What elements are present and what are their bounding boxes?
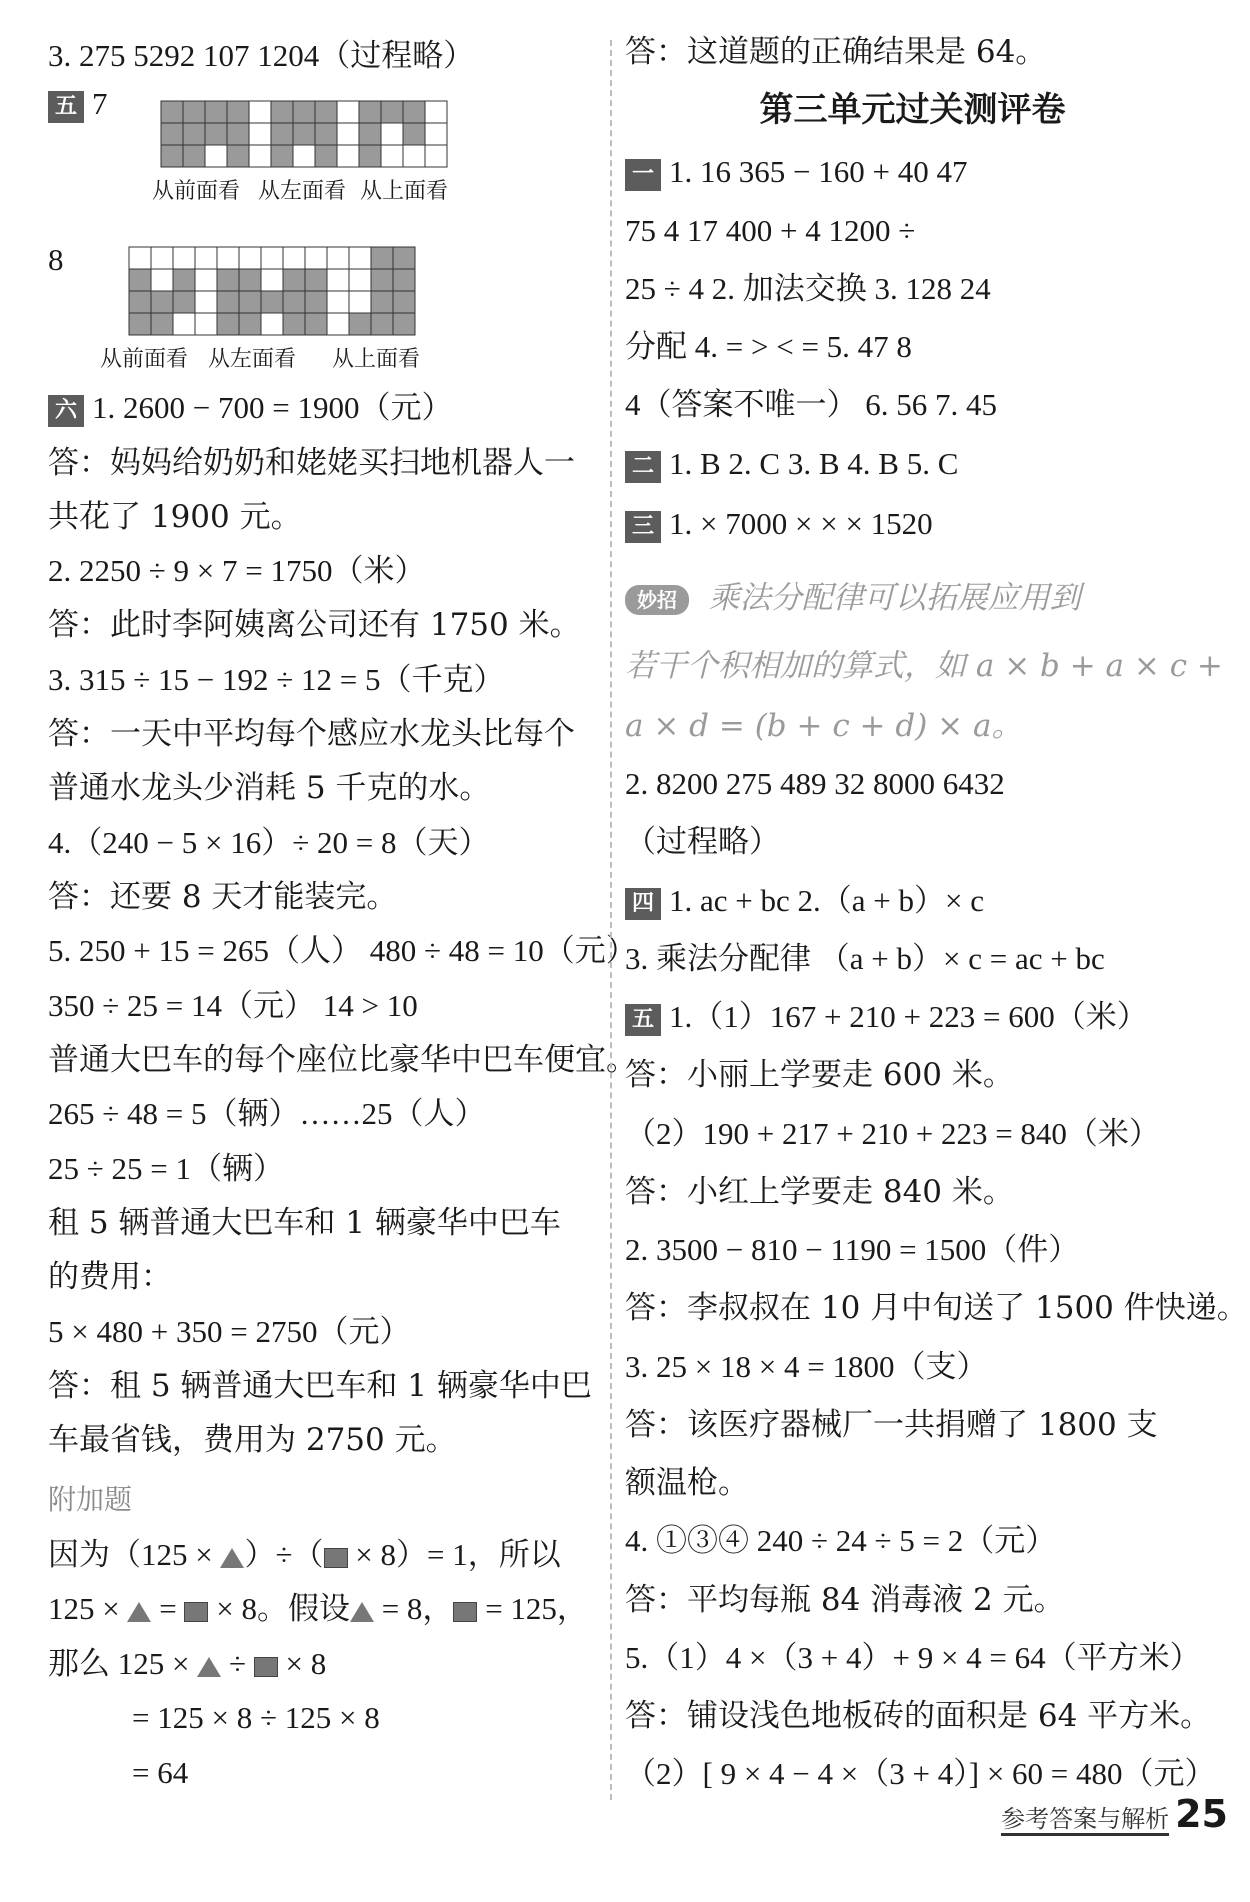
answer-line: 4.（240 − 5 × 16）÷ 20 = 8（天）	[48, 825, 490, 860]
grid-cell	[271, 101, 293, 123]
grid-cell	[393, 313, 415, 335]
grid-cell	[293, 145, 315, 167]
grid-cell	[337, 145, 359, 167]
grid-caption: 从左面看	[258, 179, 347, 204]
answer-line: 25 ÷ 25 = 1（辆）	[48, 1151, 284, 1186]
answer-line: 答：一天中平均每个感应水龙头比每个	[48, 716, 575, 752]
column-divider	[610, 40, 612, 1800]
grid-cell	[305, 313, 327, 335]
page-footer	[1001, 1792, 1228, 1836]
answer-line: 4（答案不唯一） 6. 56 7. 45	[625, 387, 997, 422]
grid-cell	[195, 313, 217, 335]
answer-line: 答：小丽上学要走 600 米。	[625, 1057, 1014, 1093]
grid-cell	[261, 247, 283, 269]
grid-cell	[173, 313, 195, 335]
grid-cell	[393, 269, 415, 291]
grid-cell	[371, 269, 393, 291]
answer-line: = 125 × 8 ÷ 125 × 8	[132, 1700, 380, 1735]
grid-cell	[183, 145, 205, 167]
tip-line: 妙招 乘法分配律可以拓展应用到	[625, 578, 1081, 618]
grid-cell	[129, 247, 151, 269]
grid-cell	[271, 123, 293, 145]
grid-cell	[371, 247, 393, 269]
answer-line: 答：该医疗器械厂一共捐赠了 1800 支	[625, 1407, 1158, 1443]
answer-line: 350 ÷ 25 = 14（元） 14 > 10	[48, 988, 418, 1023]
section-badge: 四	[625, 888, 661, 920]
grid-cell	[403, 101, 425, 123]
answer-line: 答：还要 8 天才能装完。	[48, 879, 398, 915]
grid-cell	[217, 291, 239, 313]
grid-cell	[239, 291, 261, 313]
grid-cell	[327, 313, 349, 335]
answer-line: 3. 315 ÷ 15 − 192 ÷ 12 = 5（千克）	[48, 662, 505, 697]
grid-cell	[393, 247, 415, 269]
answer-line: 四 1. ac + bc 2.（a + b）× c	[625, 881, 984, 921]
grid-cell	[305, 291, 327, 313]
grid-cell	[371, 291, 393, 313]
grid-cell	[249, 123, 271, 145]
grid-cell	[381, 145, 403, 167]
answer-line: 答：铺设浅色地板砖的面积是 64 平方米。	[625, 1698, 1212, 1734]
grid-cell	[315, 123, 337, 145]
grid-cell	[305, 247, 327, 269]
grid-cell	[129, 291, 151, 313]
footer-label: 参考答案与解析	[1001, 1805, 1169, 1836]
grid-cell	[261, 269, 283, 291]
answer-line: 5 × 480 + 350 = 2750（元）	[48, 1314, 411, 1349]
answer-line: 五 1.（1）167 + 210 + 223 = 600（米）	[625, 997, 1148, 1037]
answer-line: 答：这道题的正确结果是 64。	[625, 34, 1047, 70]
grid-cell	[261, 313, 283, 335]
triangle-icon	[220, 1548, 244, 1568]
grid-cell	[129, 313, 151, 335]
problem-number: 8	[48, 242, 64, 277]
answer-line: 5.（1）4 ×（3 + 4）+ 9 × 4 = 64（平方米）	[625, 1640, 1201, 1675]
grid-cell	[381, 101, 403, 123]
answer-line: 一 1. 16 365 − 160 + 40 47	[625, 152, 967, 192]
answer-line: 25 ÷ 4 2. 加法交换 3. 128 24	[625, 271, 991, 306]
grid-cell	[173, 291, 195, 313]
section-badge: 一	[625, 159, 661, 191]
grid-cell	[371, 313, 393, 335]
grid-cell	[315, 101, 337, 123]
grid-cell	[205, 145, 227, 167]
grid-cell	[337, 123, 359, 145]
answer-line: 5. 250 + 15 = 265（人） 480 ÷ 48 = 10（元）	[48, 933, 637, 968]
square-icon	[254, 1657, 278, 1677]
grid-caption: 从上面看	[332, 347, 421, 372]
grid-cell	[227, 101, 249, 123]
grid-cell	[293, 123, 315, 145]
grid-cell	[327, 247, 349, 269]
grid-cell	[327, 269, 349, 291]
grid-cell	[217, 313, 239, 335]
grid-cell	[205, 123, 227, 145]
answer-line: 租 5 辆普通大巴车和 1 辆豪华中巴车	[48, 1205, 561, 1241]
answer-line: 二 1. B 2. C 3. B 4. B 5. C	[625, 444, 958, 484]
grid-cell	[195, 247, 217, 269]
grid-cell	[151, 291, 173, 313]
answer-line: （过程略）	[625, 824, 780, 860]
grid-caption: 从左面看	[208, 347, 297, 372]
answer-line: 3. 25 × 18 × 4 = 1800（支）	[625, 1349, 988, 1384]
grid-cell	[349, 247, 371, 269]
answer-line: 2. 3500 − 810 − 1190 = 1500（件）	[625, 1232, 1080, 1267]
grid-cell	[151, 247, 173, 269]
grid-cell	[271, 145, 293, 167]
grid-cell	[359, 101, 381, 123]
grid-cell	[349, 291, 371, 313]
answer-line: 答：李叔叔在 10 月中旬送了 1500 件快递。	[625, 1290, 1248, 1326]
answer-line: （2）[ 9 × 4 − 4 ×（3 + 4）] × 60 = 480（元）	[625, 1756, 1216, 1791]
answer-line: 额温枪。	[625, 1465, 749, 1501]
grid-cell	[315, 145, 337, 167]
grid-cell	[205, 101, 227, 123]
answer-line: 125 × = × 8。假设 = 8， = 125，	[48, 1591, 588, 1626]
answer-line: 车最省钱，费用为 2750 元。	[48, 1422, 457, 1458]
grid-cell	[283, 269, 305, 291]
grid-cell	[227, 145, 249, 167]
tip-badge: 妙招	[625, 585, 689, 615]
answer-line: 答：租 5 辆普通大巴车和 1 辆豪华中巴	[48, 1368, 592, 1404]
square-icon	[184, 1602, 208, 1622]
grid-cell	[403, 145, 425, 167]
grid-cell	[359, 123, 381, 145]
square-icon	[324, 1548, 348, 1568]
grid-cell	[293, 101, 315, 123]
section-badge: 三	[625, 511, 661, 543]
grid-cell	[349, 269, 371, 291]
grid-cell	[173, 269, 195, 291]
grid-cell	[129, 269, 151, 291]
tip-line: a × d = (b + c + d) × a。	[625, 708, 1023, 744]
answer-line: 2. 8200 275 489 32 8000 6432	[625, 766, 1005, 801]
grid-cell	[261, 291, 283, 313]
grid-cell	[349, 313, 371, 335]
triangle-icon	[350, 1602, 374, 1622]
answer-line: 分配 4. = > < = 5. 47 8	[625, 329, 912, 364]
view-grid-1	[160, 100, 460, 172]
tip-line: 若干个积相加的算式，如 a × b + a × c +	[625, 648, 1223, 684]
grid-caption: 从前面看	[100, 347, 189, 372]
grid-cell	[183, 123, 205, 145]
grid-cell	[381, 123, 403, 145]
grid-cell	[249, 101, 271, 123]
grid-cell	[305, 269, 327, 291]
answer-line: 答：小红上学要走 840 米。	[625, 1174, 1014, 1210]
square-icon	[453, 1602, 477, 1622]
grid-cell	[283, 247, 305, 269]
grid-cell	[173, 247, 195, 269]
grid-cell	[151, 269, 173, 291]
triangle-icon	[127, 1602, 151, 1622]
grid-cell	[161, 145, 183, 167]
grid-cell	[393, 291, 415, 313]
grid-cell	[403, 123, 425, 145]
grid-caption: 从前面看	[152, 179, 241, 204]
answer-line: 普通水龙头少消耗 5 千克的水。	[48, 770, 491, 806]
answer-line: 3. 275 5292 107 1204（过程略）	[48, 38, 475, 73]
grid-cell	[217, 247, 239, 269]
grid-cell	[161, 123, 183, 145]
grid-cell	[283, 313, 305, 335]
answer-line: = 64	[132, 1755, 189, 1790]
extra-question-title: 附加题	[48, 1483, 133, 1516]
section-badge: 五	[48, 91, 84, 123]
grid-cell	[195, 269, 217, 291]
answer-line: 3. 乘法分配律 （a + b）× c = ac + bc	[625, 941, 1105, 976]
grid-cell	[239, 247, 261, 269]
view-grid-2	[128, 246, 428, 338]
answer-line: 三 1. × 7000 × × × 1520	[625, 504, 933, 544]
section-badge: 六	[48, 395, 84, 427]
section-badge: 二	[625, 451, 661, 483]
grid-cell	[337, 101, 359, 123]
answer-line: 75 4 17 400 + 4 1200 ÷	[625, 213, 916, 248]
grid-cell	[195, 291, 217, 313]
answer-line: 共花了 1900 元。	[48, 499, 302, 535]
grid-cell	[217, 269, 239, 291]
answer-line: 因为（125 × ）÷（ × 8）= 1，所以	[48, 1537, 561, 1572]
grid-cell	[425, 123, 447, 145]
answer-line: 265 ÷ 48 = 5（辆）……25（人）	[48, 1096, 486, 1131]
answer-line: 答：平均每瓶 84 消毒液 2 元。	[625, 1582, 1065, 1618]
answer-line: 2. 2250 ÷ 9 × 7 = 1750（米）	[48, 553, 426, 588]
unit-test-title: 第三单元过关测评卷	[759, 90, 1066, 130]
grid-cell	[327, 291, 349, 313]
answer-line: 六 1. 2600 − 700 = 1900（元）	[48, 388, 452, 428]
grid-cell	[425, 101, 447, 123]
page-number: 25	[1175, 1792, 1228, 1836]
grid-cell	[249, 145, 271, 167]
section-badge: 五	[625, 1004, 661, 1036]
answer-line: 4. ①③④ 240 ÷ 24 ÷ 5 = 2（元）	[625, 1523, 1057, 1558]
grid-cell	[161, 101, 183, 123]
grid-cell	[227, 123, 249, 145]
grid-cell	[151, 313, 173, 335]
answer-line: （2）190 + 217 + 210 + 223 = 840（米）	[625, 1116, 1160, 1151]
answer-line: 答：此时李阿姨离公司还有 1750 米。	[48, 607, 581, 643]
triangle-icon	[197, 1657, 221, 1677]
answer-line: 的费用：	[48, 1259, 172, 1295]
grid-cell	[239, 269, 261, 291]
grid-cell	[239, 313, 261, 335]
grid-cell	[359, 145, 381, 167]
section-five-label: 五 7	[48, 84, 108, 124]
grid-cell	[283, 291, 305, 313]
answer-line: 那么 125 × ÷ × 8	[48, 1646, 327, 1681]
grid-caption: 从上面看	[360, 179, 449, 204]
grid-cell	[183, 101, 205, 123]
answer-line: 答：妈妈给奶奶和姥姥买扫地机器人一	[48, 445, 575, 481]
grid-cell	[425, 145, 447, 167]
answer-line: 普通大巴车的每个座位比豪华中巴车便宜。	[48, 1042, 637, 1078]
